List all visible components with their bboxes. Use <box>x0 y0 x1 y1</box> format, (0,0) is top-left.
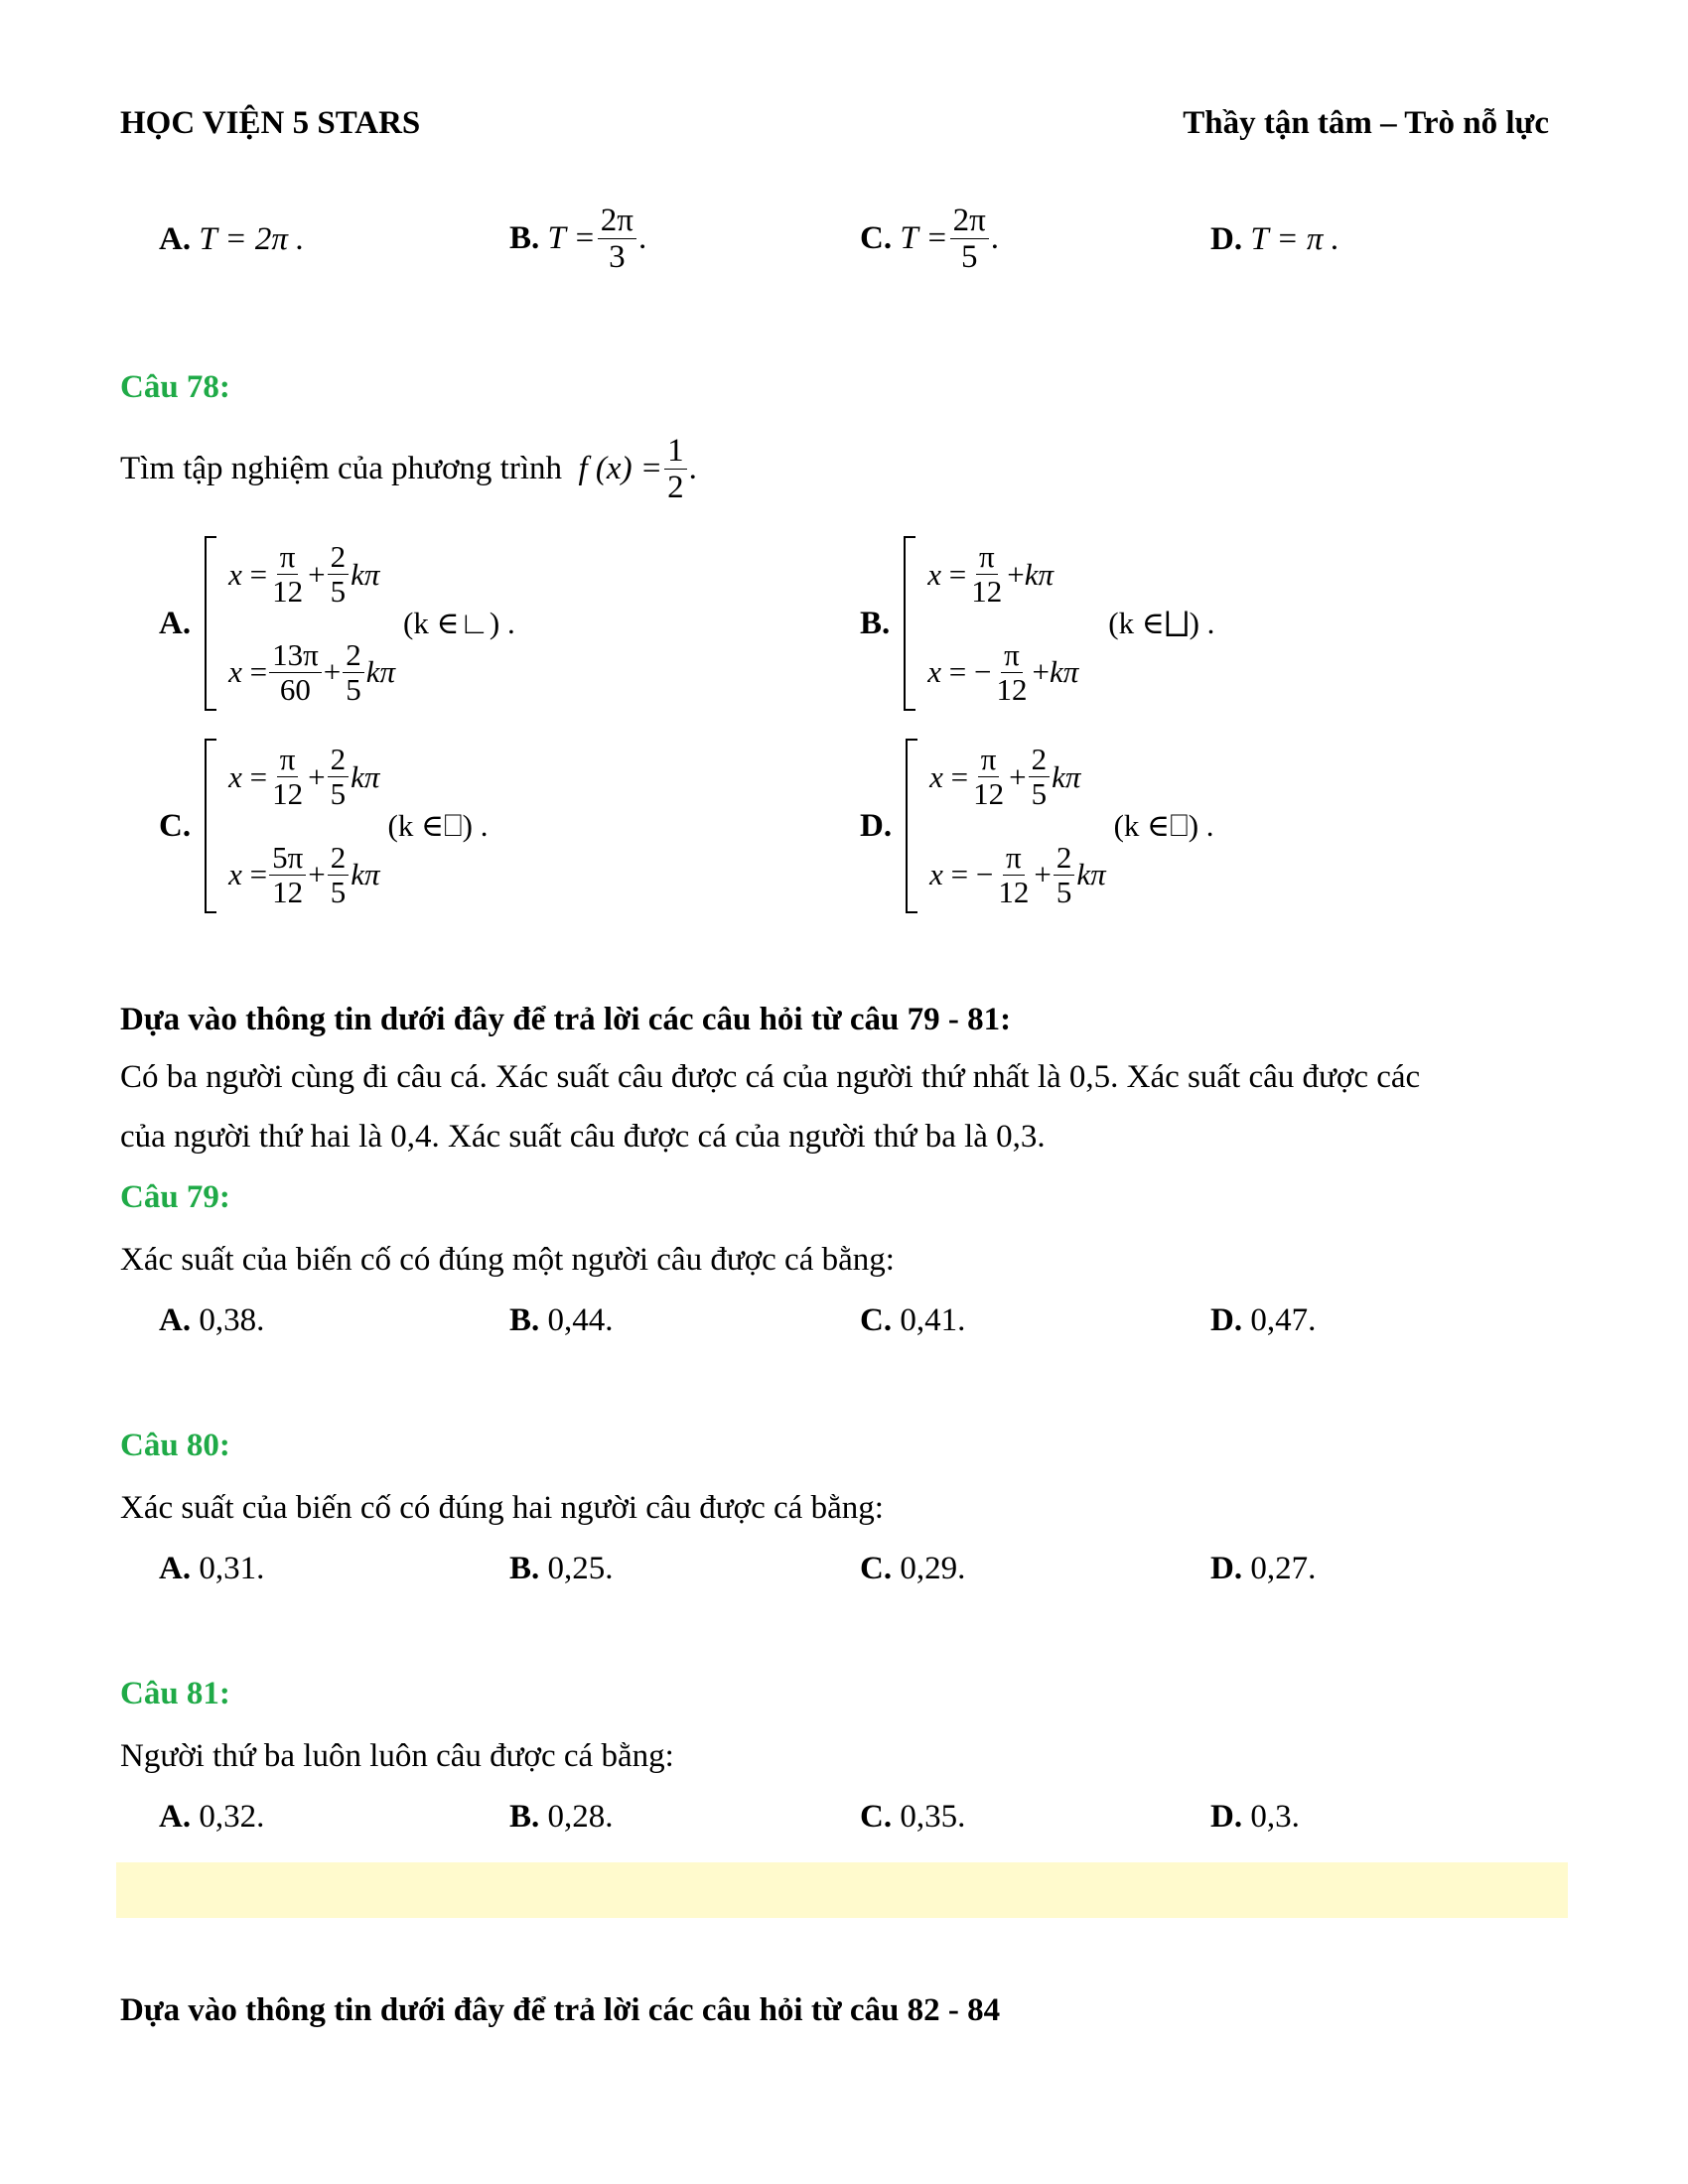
equation-line: x = $\frac{\pi}{12}$ + $\frac{2}{5}$ kπ <box>228 742 380 812</box>
q81-option-a: A. 0,32. <box>159 1799 265 1835</box>
option-label: C. <box>159 807 192 844</box>
q80-option-c: C. 0,29. <box>860 1551 966 1586</box>
q78-option-a <box>159 536 515 711</box>
fraction: $\frac{1}{2}$ <box>664 433 687 506</box>
option-label: D. <box>860 807 893 844</box>
equation-line: x = $\frac{\pi}{12}$ + $\frac{2}{5}$ kπ <box>228 539 380 610</box>
q77-option-a <box>159 221 304 258</box>
equation-line: x = − $\frac{\pi}{12}$ + kπ <box>927 636 1079 707</box>
q81-option-c: C. 0,35. <box>860 1799 966 1835</box>
q79-option-d: D. 0,47. <box>1210 1302 1317 1338</box>
bracket <box>205 536 216 711</box>
bracket <box>906 739 917 913</box>
q78-option-d <box>860 739 1214 913</box>
q81-title: Câu 81: <box>120 1676 230 1711</box>
q79-option-a: A. 0,38. <box>159 1302 265 1338</box>
k-domain: (k ∈⨆) . <box>1108 605 1215 640</box>
info-line-2: của người thứ hai là 0,4. Xác suất câu được cá của người thứ ba là 0,3. <box>120 1119 1046 1155</box>
option-label: A. <box>159 605 192 641</box>
q78-stem <box>120 433 697 506</box>
k-domain: (k ∈∟) . <box>403 606 515 640</box>
option-label: C. <box>860 220 893 257</box>
q81-stem: Người thứ ba luôn luôn câu được cá bằng: <box>120 1738 674 1774</box>
info-title-79-81: Dựa vào thông tin dưới đây để trả lời các câu hỏi từ câu 79 - 81: <box>120 1002 1012 1037</box>
highlight-band <box>116 1862 1568 1918</box>
fraction: $\frac{2\pi}{5}$ <box>950 203 989 276</box>
equation-line: x = $\frac{\pi}{12}$ + $\frac{2}{5}$ kπ <box>929 742 1081 812</box>
q77-option-b <box>509 203 646 276</box>
equation-line: x = $\frac{5\pi}{12}$ + $\frac{2}{5}$ kπ <box>228 839 380 909</box>
q80-stem: Xác suất của biến cố có đúng hai người câu được cá bằng: <box>120 1490 884 1526</box>
q79-option-b: B. 0,44. <box>509 1302 614 1338</box>
q81-option-d: D. 0,3. <box>1210 1799 1300 1835</box>
stem-text: Tìm tập nghiệm của phương trình <box>120 451 563 486</box>
header-left: HỌC VIỆN 5 STARS <box>120 105 421 141</box>
q79-stem: Xác suất của biến cố có đúng một người câu được cá bằng: <box>120 1242 895 1278</box>
option-label: D. <box>1210 221 1243 257</box>
q81-option-b: B. 0,28. <box>509 1799 614 1835</box>
option-math: T = <box>547 220 596 257</box>
q80-option-a: A. 0,31. <box>159 1551 265 1586</box>
q78-option-b <box>860 536 1214 711</box>
q77-option-c <box>860 203 999 276</box>
q77-option-d <box>1210 221 1339 258</box>
fraction: $\frac{2\pi}{3}$ <box>598 203 636 276</box>
equation-line: x = $\frac{13\pi}{60}$ + $\frac{2}{5}$ kπ <box>228 636 396 707</box>
header-right: Thầy tận tâm – Trò nỗ lực <box>1183 105 1549 141</box>
bracket <box>205 739 216 913</box>
info-line-1: Có ba người cùng đi câu cá. Xác suất câu được cá của người thứ nhất là 0,5. Xác suất câu được các <box>120 1059 1421 1095</box>
punct: . <box>990 220 1000 257</box>
option-label: B. <box>860 605 891 641</box>
info-title-82-84: Dựa vào thông tin dưới đây để trả lời các câu hỏi từ câu 82 - 84 <box>120 1992 1001 2028</box>
option-math: T = π . <box>1250 221 1339 257</box>
q78-option-c <box>159 739 488 913</box>
punct: . <box>637 220 647 257</box>
option-label: B. <box>509 220 540 257</box>
option-math: T = <box>900 220 948 257</box>
q78-title: Câu 78: <box>120 369 230 405</box>
k-domain: (k ∈⎕) . <box>1113 807 1214 843</box>
equation-line: x = − $\frac{\pi}{12}$ + $\frac{2}{5}$ kπ <box>929 839 1106 909</box>
equation-line: x = $\frac{\pi}{12}$ + kπ <box>927 539 1055 610</box>
k-domain: (k ∈⎕) . <box>387 807 489 843</box>
punct: . <box>688 451 697 486</box>
q80-option-d: D. 0,27. <box>1210 1551 1317 1586</box>
option-math: T = 2π . <box>199 221 305 257</box>
q79-option-c: C. 0,41. <box>860 1302 966 1338</box>
q80-title: Câu 80: <box>120 1428 230 1463</box>
q79-title: Câu 79: <box>120 1179 230 1215</box>
function-label: f (x) = <box>578 451 663 486</box>
q80-option-b: B. 0,25. <box>509 1551 614 1586</box>
option-label: A. <box>159 221 192 257</box>
bracket <box>904 536 915 711</box>
